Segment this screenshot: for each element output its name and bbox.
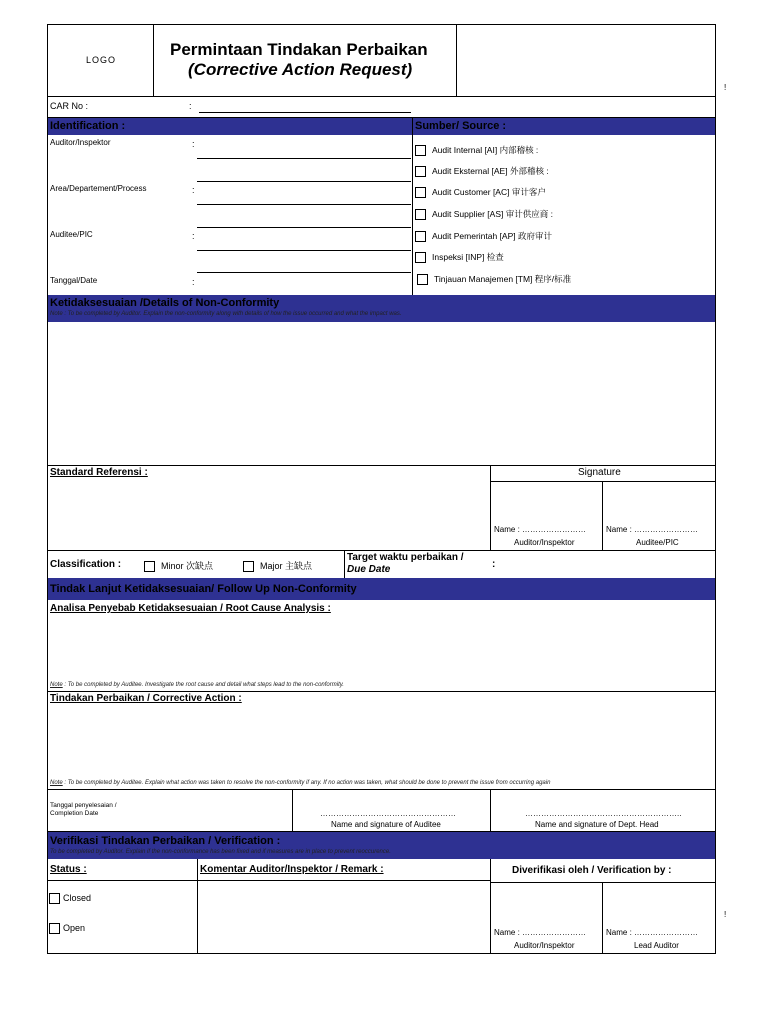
date-colon: : (192, 277, 195, 287)
auditee-field[interactable] (197, 250, 411, 251)
source-option-as: Audit Supplier [AS] 审计供应商 : (432, 209, 553, 219)
car-no-field[interactable] (199, 112, 411, 113)
source-checkbox-ae[interactable] (415, 166, 426, 177)
signature-auditee-label: Auditee/PIC (636, 538, 679, 547)
classification-label: Classification : (50, 559, 122, 570)
area-field[interactable] (197, 204, 411, 205)
due-date-colon: : (492, 559, 496, 570)
head-signature-label: Name and signature of Dept. Head (535, 820, 659, 829)
logo-placeholder: LOGO (86, 55, 117, 65)
head-signature-dots[interactable]: ………………………………………………….. (525, 809, 682, 818)
ca-note-prefix: Note (50, 780, 63, 786)
source-checkbox-as[interactable] (415, 209, 426, 220)
nonconformity-heading: Ketidaksesuaian /Details of Non-Conformity (50, 297, 280, 309)
source-option-ai: Audit Internal [AI] 内部稽核 : (432, 145, 539, 155)
verification-note: To be completed by Auditor. Explain if the non-conformance has been fixed and if measures are in place to prevent reoccurence. (50, 849, 391, 855)
source-checkbox-ap[interactable] (415, 231, 426, 242)
source-checkbox-ac[interactable] (415, 187, 426, 198)
ca-note-text: : To be completed by Auditee. Explain what action was taken to resolve the non-conformity if any. If no action was taken, what should be done to prevent the issue from occurring again (62, 780, 551, 786)
due-date-label: Due Date (347, 564, 391, 575)
signature-name-auditor[interactable]: Name : …………………… (494, 525, 587, 534)
verification-auditor-label: Auditor/Inspektor (514, 941, 575, 950)
minor-checkbox[interactable] (144, 561, 155, 572)
closed-checkbox[interactable] (49, 893, 60, 904)
corrective-action-note (50, 780, 550, 786)
auditor-field[interactable] (197, 158, 411, 159)
source-option-ap: Audit Pemerintah [AP] 政府审计 (432, 231, 552, 241)
remark-label: Komentar Auditor/Inspektor / Remark : (200, 864, 384, 875)
auditor-colon: : (192, 139, 195, 149)
auditee-colon: : (192, 231, 195, 241)
nonconformity-note: Note : To be completed by Auditor. Explain the non-conformity along with details of how the issue occurred and what the impact was. (50, 311, 402, 317)
open-checkbox[interactable] (49, 923, 60, 934)
form-subtitle: (Corrective Action Request) (188, 60, 413, 79)
verification-name-auditor[interactable]: Name : …………………… (494, 928, 587, 937)
source-option-tm: Tinjauan Manajemen [TM] 程序/标准 (434, 274, 572, 284)
open-label: Open (63, 923, 86, 933)
status-label: Status : (50, 864, 87, 875)
source-option-inp: Inspeksi [INP] 检查 (432, 252, 504, 262)
closed-label: Closed (63, 893, 92, 903)
source-option-ac: Audit Customer [AC] 审计客户 (432, 187, 546, 197)
standard-label: Standard Referensi : (50, 467, 148, 478)
verification-name-lead[interactable]: Name : …………………… (606, 928, 699, 937)
source-option-ae: Audit Eksternal [AE] 外部稽核 : (432, 166, 549, 176)
followup-heading: Tindak Lanjut Ketidaksesuaian/ Follow Up Non-Conformity (50, 583, 357, 595)
area-label: Area/Departement/Process (50, 184, 147, 193)
major-label: Major 主缺点 (260, 561, 313, 571)
major-checkbox[interactable] (243, 561, 254, 572)
identification-heading: Identification : (50, 120, 126, 132)
root-cause-note (50, 682, 344, 688)
verification-heading: Verifikasi Tindakan Perbaikan / Verification : (50, 835, 281, 847)
root-cause-label: Analisa Penyebab Ketidaksesuaian / Root Cause Analysis : (50, 603, 331, 614)
margin-mark-bottom: ! (724, 910, 727, 919)
source-checkbox-ai[interactable] (415, 145, 426, 156)
source-checkbox-tm[interactable] (417, 274, 428, 285)
minor-label: Minor 次缺点 (161, 561, 214, 571)
source-heading: Sumber/ Source : (415, 120, 507, 132)
signature-heading: Signature (578, 467, 621, 478)
car-no-label: CAR No : (50, 101, 89, 111)
root-note-text: : To be completed by Auditee. Investigate the root cause and detail what steps lead to the non-conformity. (62, 682, 344, 688)
auditee-label: Auditee/PIC (50, 230, 93, 239)
auditee-signature-dots[interactable]: …………………………………………… (320, 809, 456, 818)
corrective-action-label: Tindakan Perbaikan / Corrective Action : (50, 693, 242, 704)
root-note-prefix: Note (50, 682, 63, 688)
nonconformity-details-area[interactable] (48, 323, 715, 464)
target-date-label: Target waktu perbaikan / (347, 552, 464, 563)
form-title: Permintaan Tindakan Perbaikan (170, 40, 428, 59)
completion-date-label-1: Tanggal penyelesaian / (50, 802, 117, 809)
auditor-label: Auditor/Inspektor (50, 138, 111, 147)
auditee-signature-label: Name and signature of Auditee (331, 820, 441, 829)
car-no-colon: : (189, 101, 192, 111)
verification-lead-label: Lead Auditor (634, 941, 679, 950)
date-label: Tanggal/Date (50, 276, 98, 285)
remark-area[interactable] (198, 881, 489, 953)
signature-name-auditee[interactable]: Name : …………………… (606, 525, 699, 534)
source-checkbox-inp[interactable] (415, 252, 426, 263)
root-cause-area[interactable] (48, 616, 715, 680)
completion-date-label-2: Completion Date (50, 810, 99, 817)
margin-mark-top: ! (724, 83, 727, 92)
signature-auditor-label: Auditor/Inspektor (514, 538, 575, 547)
verified-by-label: Diverifikasi oleh / Verification by : (512, 865, 672, 876)
area-colon: : (192, 185, 195, 195)
corrective-action-area[interactable] (48, 707, 715, 777)
